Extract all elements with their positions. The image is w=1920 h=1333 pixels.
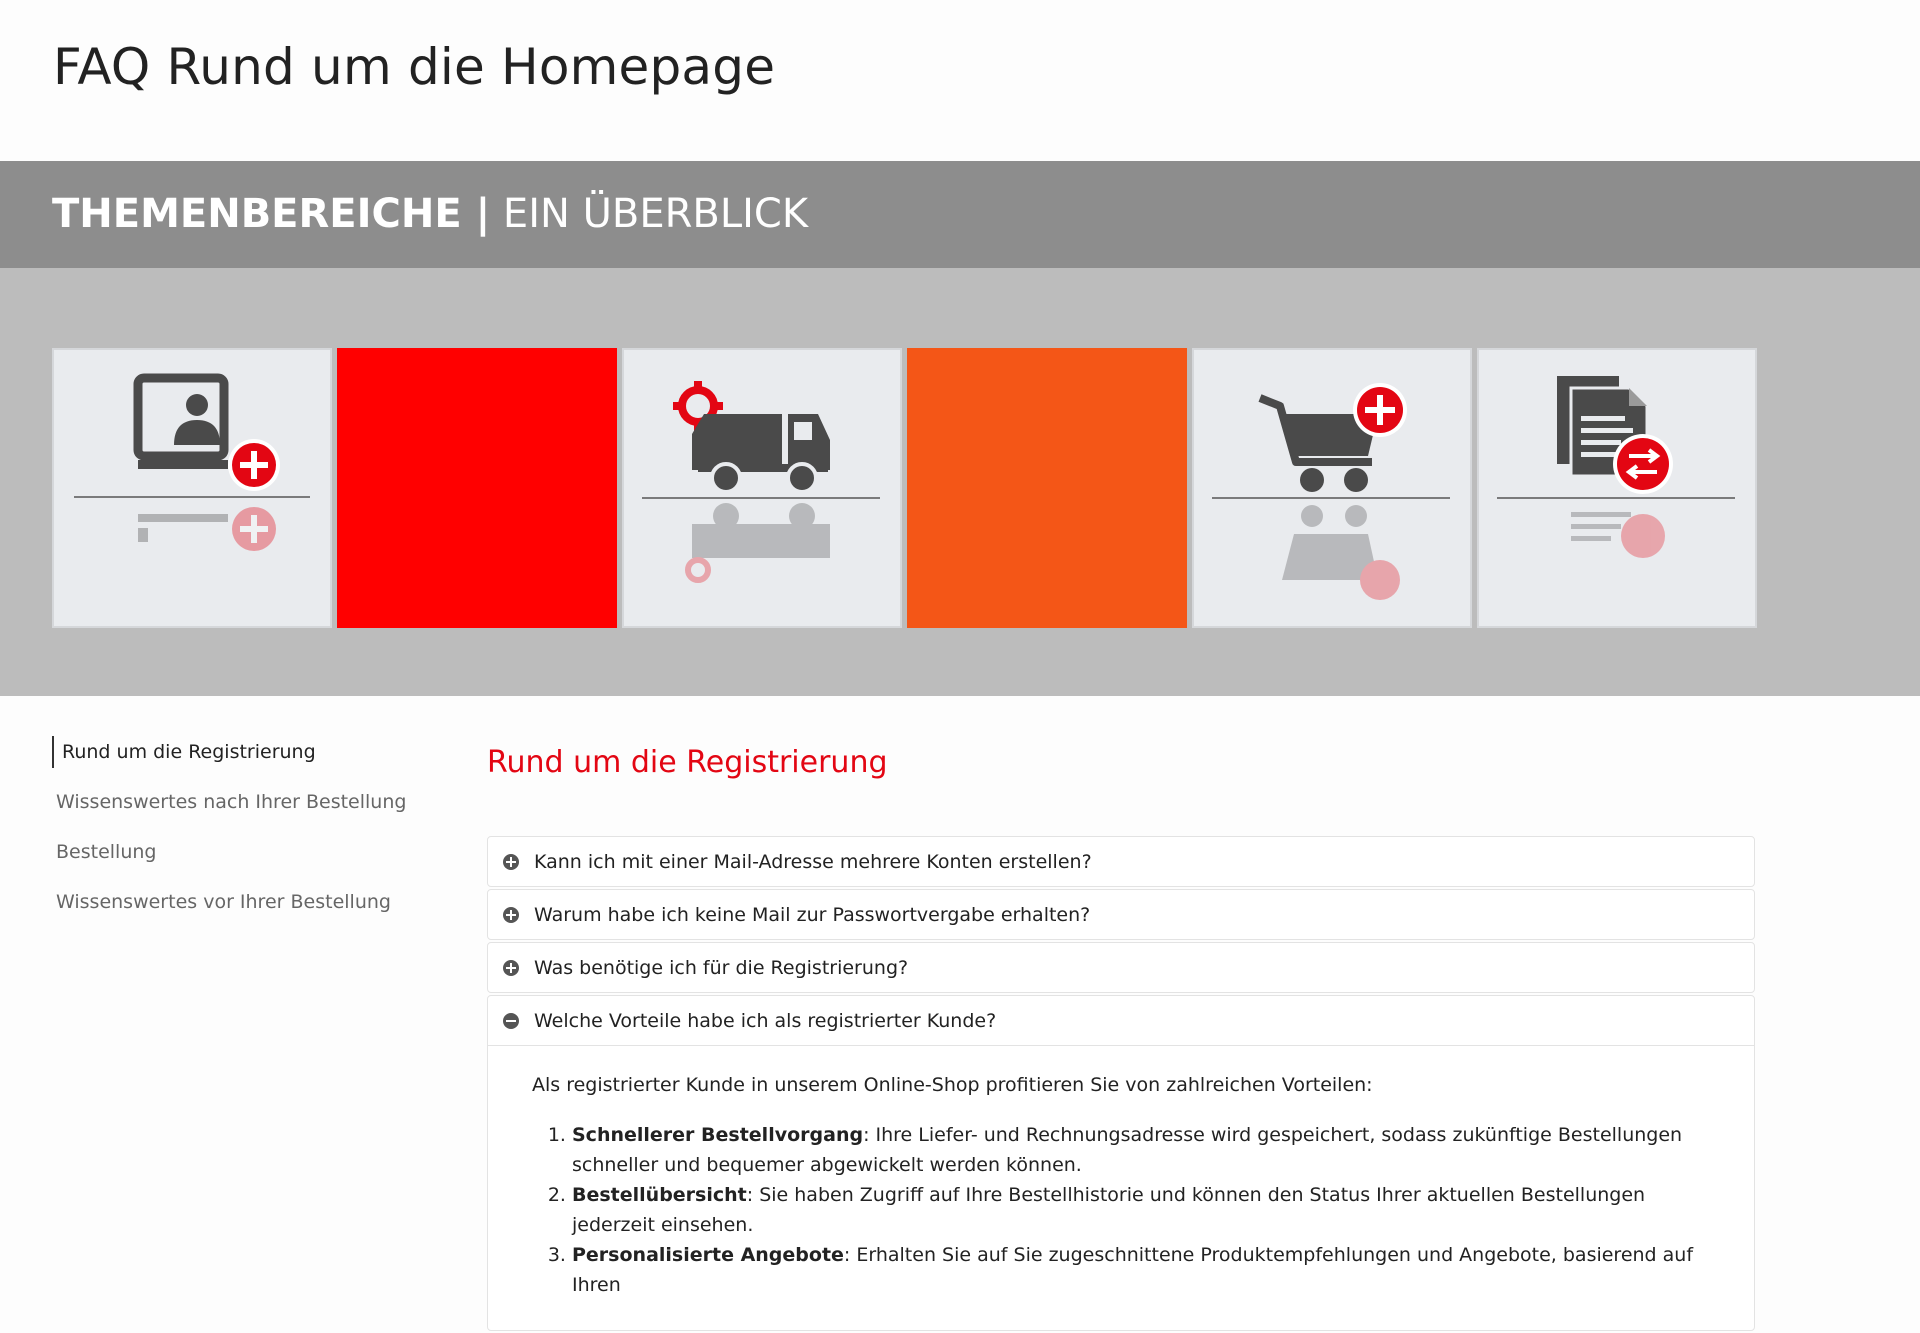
faq-item: [487, 836, 1755, 887]
tile-documents[interactable]: [1477, 348, 1757, 628]
tile-order[interactable]: [1192, 348, 1472, 628]
faq-question-toggle[interactable]: [488, 996, 1754, 1045]
faq-answer: [488, 1045, 1754, 1330]
faq-question: Welche Vorteile habe ich als registrierter Kunde?: [534, 1009, 997, 1032]
faq-answer-point-text: : Ihre Liefer- und Rechnungsadresse wird gespeichert, sodass zukünftige Bestellungen schneller und bequemer abgewickelt werden können.: [572, 1124, 1683, 1176]
faq-answer-point-title: Schnellerer Bestellvorgang: [572, 1124, 864, 1146]
tile-red[interactable]: [337, 348, 617, 628]
faq-question-toggle[interactable]: [488, 837, 1754, 886]
faq-question: Was benötige ich für die Registrierung?: [534, 956, 909, 979]
document-exchange-icon: [1477, 348, 1757, 628]
section-title: Rund um die Registrierung: [487, 745, 888, 780]
faq-accordion: [487, 836, 1755, 1333]
topics-banner: [0, 161, 1920, 268]
sidebar-item-order[interactable]: Bestellung: [56, 841, 157, 863]
cart-add-icon: [1192, 348, 1472, 628]
topics-banner-title-bold: THEMENBEREICHE |: [52, 191, 491, 237]
plus-circle-icon: [502, 853, 520, 871]
plus-circle-icon: [502, 959, 520, 977]
faq-item: [487, 942, 1755, 993]
faq-question: Warum habe ich keine Mail zur Passwortvergabe erhalten?: [534, 903, 1091, 926]
faq-item-expanded: [487, 995, 1755, 1331]
tile-registration[interactable]: [52, 348, 332, 628]
topic-tiles: [0, 268, 1920, 696]
faq-item: [487, 889, 1755, 940]
faq-sidebar-nav: [52, 736, 432, 936]
account-add-icon: [52, 348, 332, 628]
tile-delivery[interactable]: [622, 348, 902, 628]
faq-answer-point-title: Personalisierte Angebote: [572, 1244, 844, 1266]
faq-question-toggle[interactable]: [488, 890, 1754, 939]
topics-banner-title: [52, 191, 808, 237]
topics-banner-title-light: EIN ÜBERBLICK: [490, 191, 809, 237]
blank-orange-tile: [907, 348, 1187, 628]
page-title: FAQ Rund um die Homepage: [53, 38, 776, 96]
faq-answer-intro: Als registrierter Kunde in unserem Online-Shop profitieren Sie von zahlreichen Vorteilen:: [532, 1074, 1373, 1096]
blank-red-tile: [337, 348, 617, 628]
faq-answer-point: [572, 1180, 1710, 1240]
sidebar-item-after-order[interactable]: Wissenswertes nach Ihrer Bestellung: [56, 791, 407, 813]
faq-answer-point-text: : Erhalten Sie auf Sie zugeschnittene Produktempfehlungen und Angebote, basierend auf Ihren: [572, 1244, 1694, 1296]
faq-answer-point: [572, 1240, 1710, 1300]
faq-question-toggle[interactable]: [488, 943, 1754, 992]
faq-answer-point-title: Bestellübersicht: [572, 1184, 747, 1206]
faq-answer-point: [572, 1120, 1710, 1180]
sidebar-item-before-order[interactable]: Wissenswertes vor Ihrer Bestellung: [56, 891, 391, 913]
delivery-truck-settings-icon: [622, 348, 902, 628]
faq-answer-list: [532, 1120, 1710, 1300]
tile-orange[interactable]: [907, 348, 1187, 628]
sidebar-item-registration[interactable]: Rund um die Registrierung: [52, 736, 432, 768]
faq-question: Kann ich mit einer Mail-Adresse mehrere Konten erstellen?: [534, 850, 1092, 873]
plus-circle-icon: [502, 906, 520, 924]
minus-circle-icon: [502, 1012, 520, 1030]
faq-answer-point-text: : Sie haben Zugriff auf Ihre Bestellhistorie und können den Status Ihrer aktuellen Bestellungen jederzeit einsehen.: [572, 1184, 1646, 1236]
